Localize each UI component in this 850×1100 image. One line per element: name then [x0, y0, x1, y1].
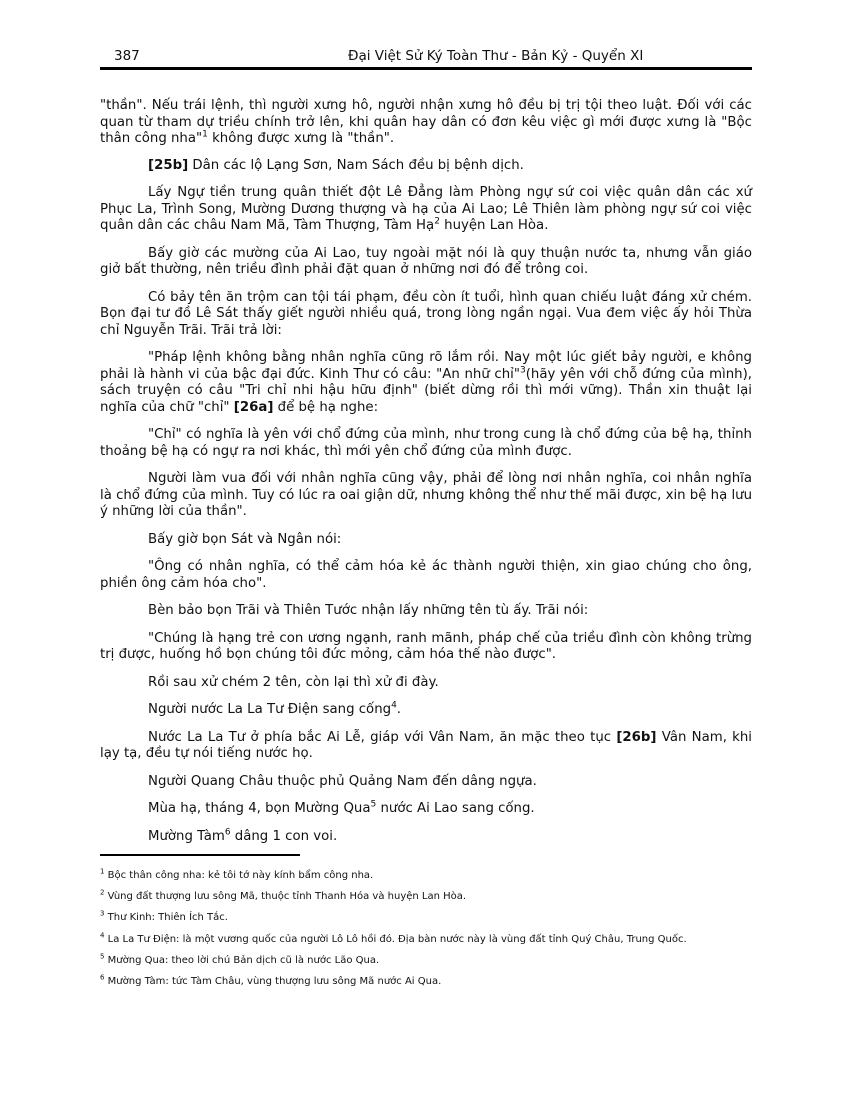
footnote — [100, 973, 752, 988]
paragraph — [100, 98, 752, 148]
footnote-separator — [100, 854, 300, 856]
paragraph-text: Vân Nam, khi lạy tạ, đều tự nói tiếng nước họ. — [100, 729, 753, 761]
header-rule — [100, 67, 752, 70]
footnote-number: 4 — [100, 931, 105, 940]
footnote-number: 6 — [100, 973, 105, 982]
paragraph — [100, 829, 752, 846]
paragraph — [100, 185, 752, 235]
paragraph-text: Dân các lộ Lạng Sơn, Nam Sách đều bị bệnh dịch. — [188, 157, 524, 173]
footnote-ref[interactable]: 5 — [370, 799, 377, 810]
paragraph-text: "Pháp lệnh không bằng nhân nghĩa cũng rõ lắm rồi. Nay một lúc giết bảy người, e không phải là hành vi của bậc đại đức. Kinh Thư có câu: "An nhữ chỉ" — [100, 350, 752, 382]
page-marker: [25b] — [148, 157, 189, 173]
page-marker: [26b] — [616, 729, 657, 745]
paragraph-text: (hãy yên với chỗ đứng của mình), sách truyện có câu "Tri chỉ nhi hậu hữu định" (biết dừng rồi thì mới vững). Thần xin thuật lại nghĩa của chữ "chỉ" — [100, 366, 752, 415]
paragraph-text: . — [396, 702, 402, 717]
footnote — [100, 867, 752, 882]
paragraph-text: Mường Tàm — [148, 828, 225, 844]
body-text — [100, 98, 752, 856]
footnotes — [100, 867, 752, 997]
paragraph: "Ông có nhân nghĩa, có thể cảm hóa kẻ ác thành người thiện, xin giao chúng cho ông, phiền ông cảm hóa cho". — [100, 559, 752, 591]
paragraph — [100, 350, 752, 416]
page-marker: [26a] — [233, 399, 274, 415]
footnote-ref[interactable]: 1 — [202, 129, 208, 140]
footnote-ref[interactable]: 2 — [434, 216, 440, 227]
footnote-ref[interactable]: 4 — [391, 700, 397, 711]
paragraph: "Chúng là hạng trẻ con ương ngạnh, ranh mãnh, pháp chế của triều đình còn không trừng trị được, huống hồ bọn chúng tôi đức mỏng, cảm hóa thế nào được". — [100, 630, 752, 662]
page-number: 387 — [114, 48, 140, 64]
paragraph — [100, 801, 752, 818]
footnote-text: La La Tư Điện: là một vương quốc của người Lô Lô hồi đó. Địa bàn nước này là vùng đất tỉnh Quý Châu, Trung Quốc. — [107, 933, 687, 945]
footnote — [100, 912, 752, 924]
paragraph: "Chỉ" có nghĩa là yên với chổ đứng của mình, như trong cung là chổ đứng của bệ hạ, thỉnh thoảng bệ hạ có ngự ra nơi khác, thì mới yên chổ đứng của mình được. — [100, 427, 752, 459]
paragraph-text: không được xưng là "thần". — [207, 131, 395, 146]
footnote-ref[interactable]: 6 — [224, 827, 231, 838]
footnote-text: Vùng đất thượng lưu sông Mã, thuộc tỉnh Thanh Hóa và huyện Lan Hòa. — [107, 891, 467, 903]
footnote-text: Mường Qua: theo lời chú Bản dịch cũ là nước Lão Qua. — [107, 954, 380, 966]
footnote-text: Thư Kinh: Thiên Ích Tắc. — [107, 912, 228, 924]
paragraph-text: Lấy Ngự tiền trung quân thiết đột Lê Đẳng làm Phòng ngự sứ coi việc quân dân các xứ Phục La, Trình Song, Mường Dương thượng và hạ của Ai Lao; Lê Thiên làm phòng ngự sứ coi việc quân dân các châu Nam Mã, Tàm Thượng, Tàm Hạ — [100, 185, 752, 233]
paragraph-text: Nước La La Tư ở phía bắc Ai Lễ, giáp với Vân Nam, ăn mặc theo tục — [148, 729, 617, 745]
paragraph-text: Người nước La La Tư Điện sang cống — [148, 702, 392, 717]
paragraph: Bèn bảo bọn Trãi và Thiên Tước nhận lấy những tên tù ấy. Trãi nói: — [148, 603, 589, 618]
footnote — [100, 931, 752, 946]
paragraph — [100, 730, 752, 763]
paragraph-text: nước Ai Lao sang cống. — [376, 801, 535, 816]
paragraph — [100, 158, 752, 175]
paragraph-text: huyện Lan Hòa. — [439, 218, 549, 233]
footnote-number: 2 — [100, 888, 105, 897]
footnote-number: 1 — [100, 867, 105, 876]
running-title: Đại Việt Sử Ký Toàn Thư - Bản Kỷ - Quyển XI — [348, 48, 644, 64]
footnote-number: 5 — [100, 952, 105, 961]
footnote-text: Mường Tàm: tức Tàm Châu, vùng thượng lưu sông Mã nước Ai Qua. — [107, 975, 442, 987]
paragraph: Rồi sau xử chém 2 tên, còn lại thì xử đi đày. — [148, 674, 439, 690]
footnote-number: 3 — [100, 910, 105, 919]
footnote-ref[interactable]: 3 — [519, 365, 526, 376]
paragraph-text: dâng 1 con voi. — [230, 828, 338, 844]
footnote — [100, 888, 752, 903]
paragraph-text: Mùa hạ, tháng 4, bọn Mường Qua — [148, 801, 371, 816]
paragraph: Bấy giờ bọn Sát và Ngân nói: — [148, 531, 342, 547]
paragraph — [100, 702, 752, 719]
paragraph: Có bảy tên ăn trộm can tội tái phạm, đều còn ít tuổi, hình quan chiếu luật đáng xử chém. Bọn đại tư đồ Lê Sát thấy giết người nhiều quá, trong lòng ngần ngại. Vua đem việc ấy hỏi Thừa chỉ Nguyễn Trãi. Trãi trả lời: — [100, 289, 752, 338]
page-header — [100, 48, 752, 68]
paragraph-text: để bệ hạ nghe: — [273, 399, 379, 415]
footnote — [100, 952, 752, 967]
footnote-text: Bộc thân công nha: kẻ tôi tớ này kính bẩm công nha. — [107, 870, 374, 881]
paragraph-text: "thần". Nếu trái lệnh, thì người xưng hô, người nhận xưng hô đều bị trị tội theo luật. Đối với các quan từ tham dự triều chính trở lên, khi quân hay dân có đơn kêu việc gì mới được xưng là "Bộc thân công nha" — [100, 98, 752, 146]
paragraph: Người làm vua đối với nhân nghĩa cũng vậy, phải để lòng nơi nhân nghĩa, coi nhân nghĩa là chổ đứng của mình. Tuy có lúc ra oai giận dữ, nhưng không thể như thế mãi được, xin bệ hạ lưu ý những lời của thần". — [100, 471, 753, 519]
paragraph: Bấy giờ các mường của Ai Lao, tuy ngoài mặt nói là quy thuận nước ta, nhưng vẫn giáo giở bất thường, nên triều đình phải đặt quan ở những nơi đó để trông coi. — [100, 245, 752, 277]
paragraph: Người Quang Châu thuộc phủ Quảng Nam đến dâng ngựa. — [148, 773, 537, 789]
